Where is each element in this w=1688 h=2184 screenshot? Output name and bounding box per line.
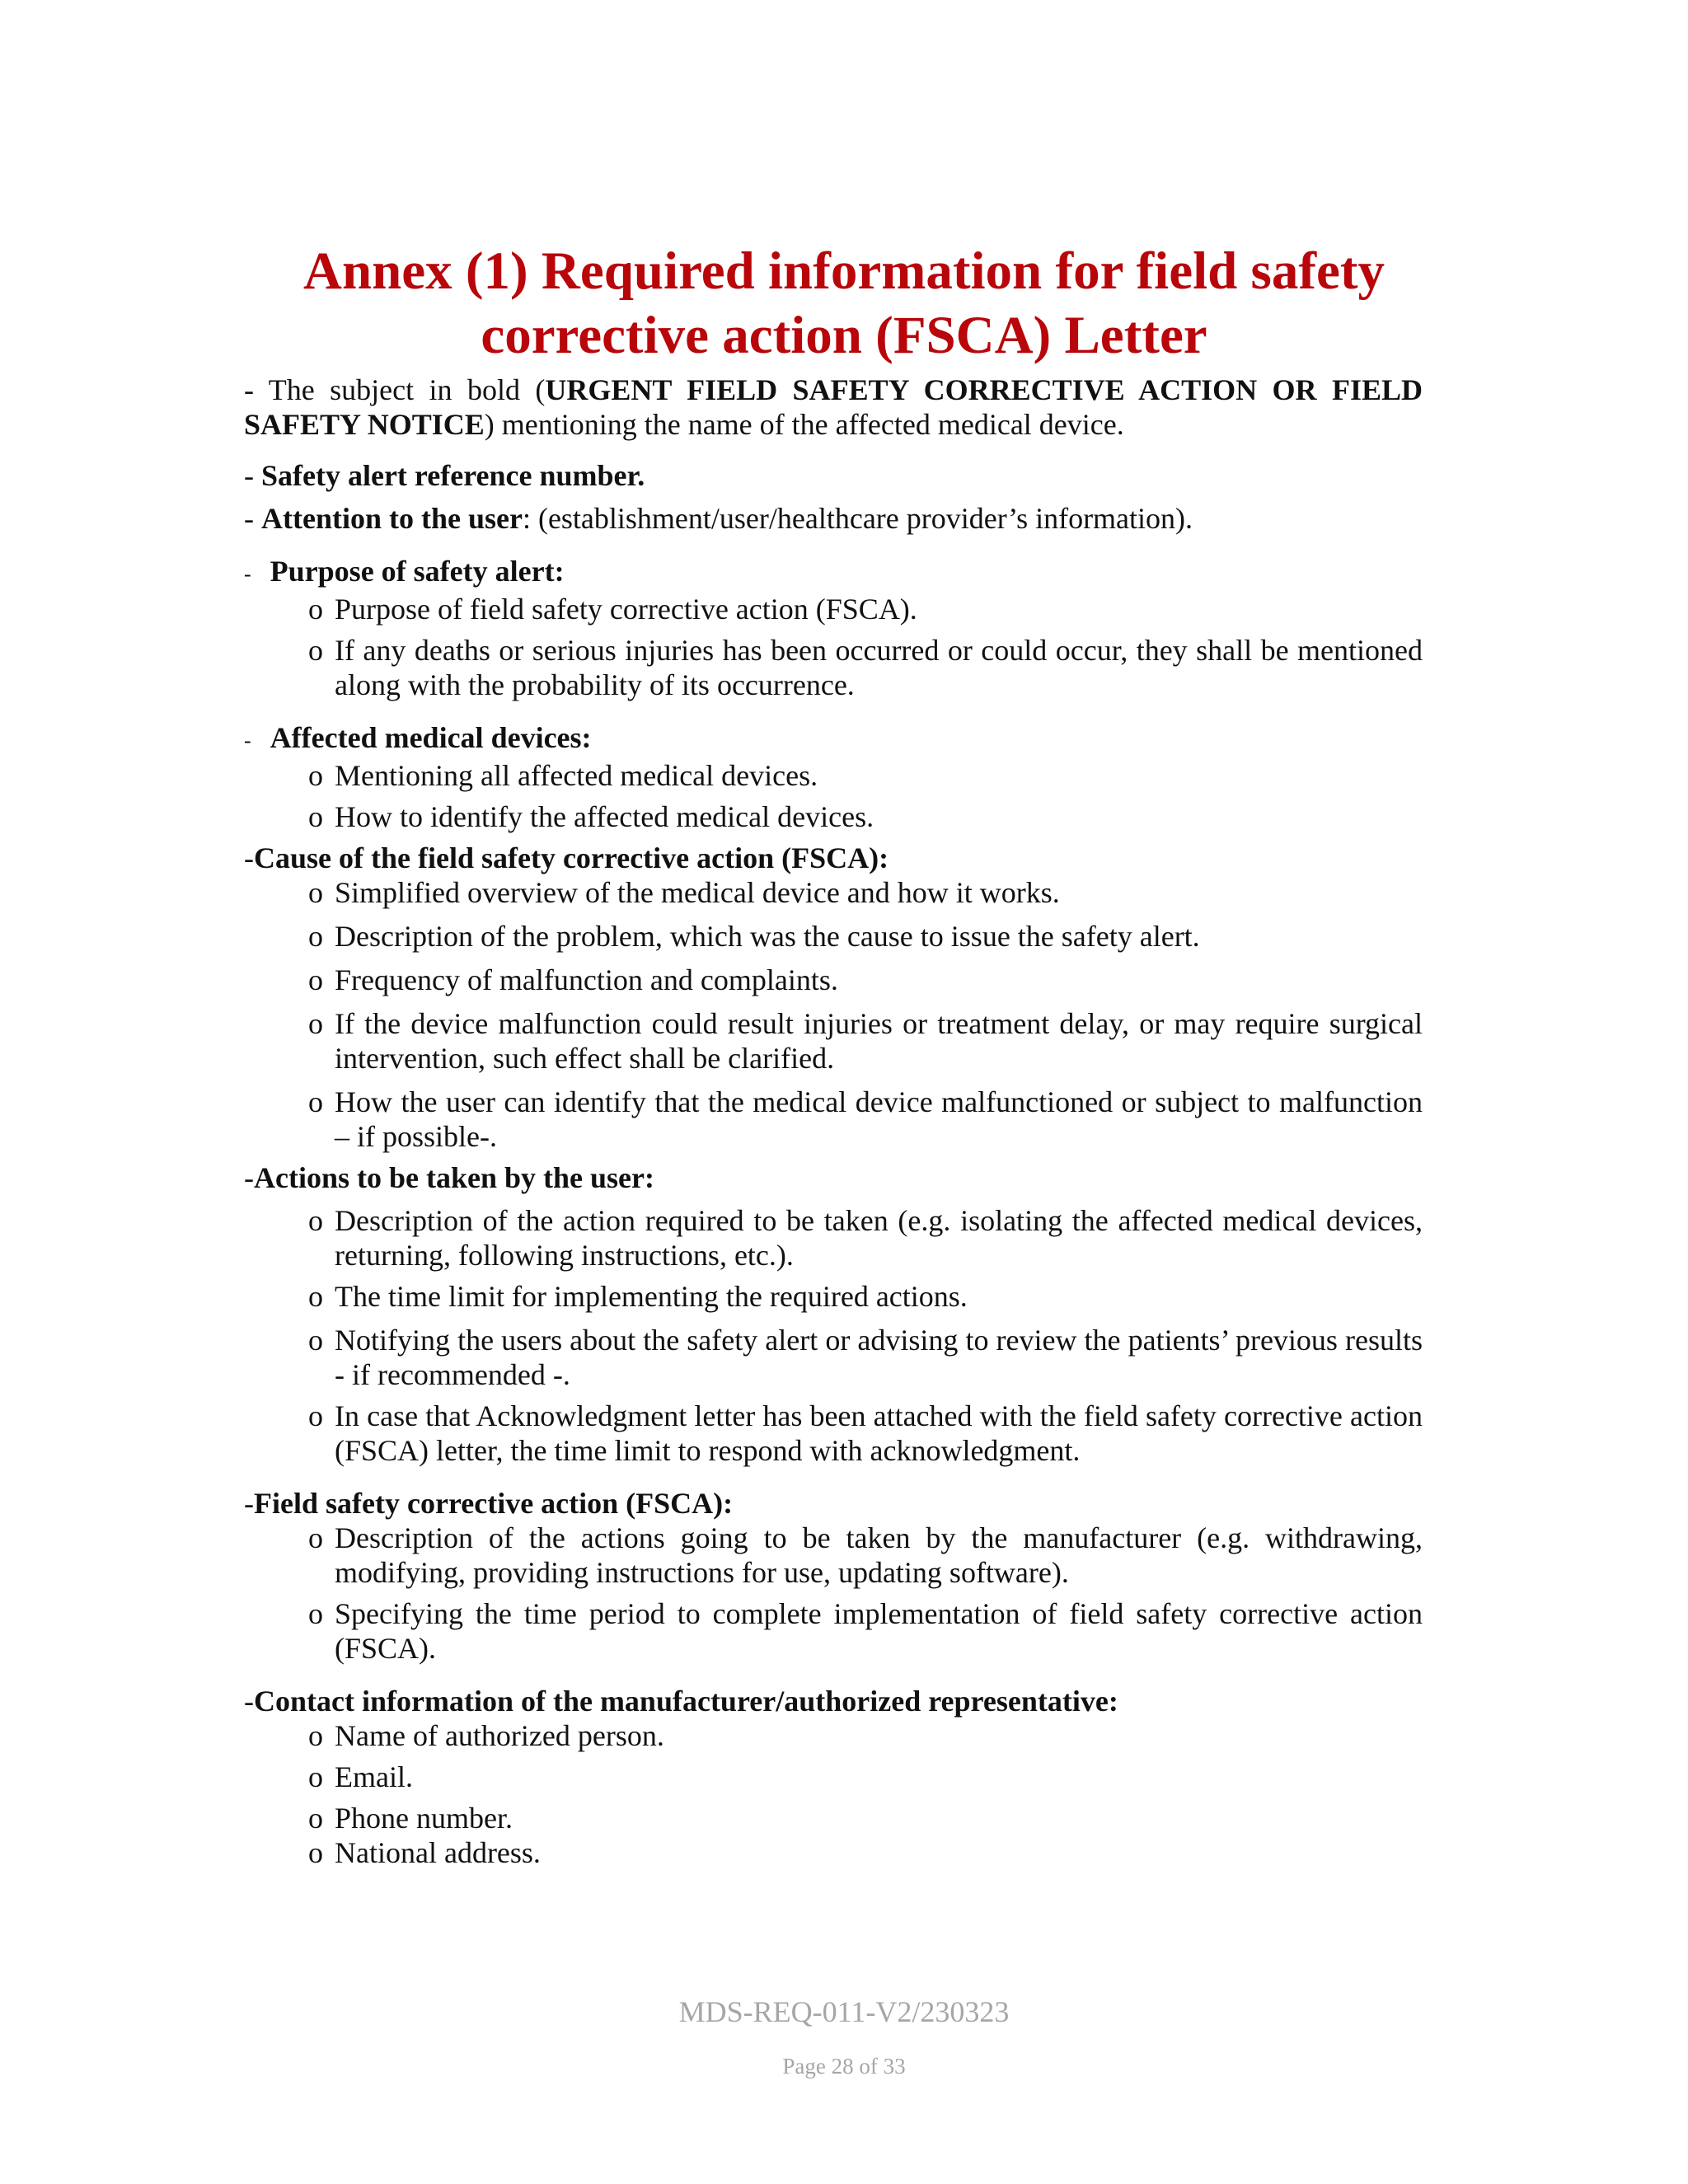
section-affected bbox=[244, 720, 1423, 834]
list-item: o Simplified overview of the medical device and how it works. bbox=[308, 876, 1060, 909]
list-dash: - bbox=[244, 841, 254, 874]
list-item: o Name of authorized person. bbox=[308, 1719, 664, 1752]
list-item: o If the device malfunction could result injuries or treatment delay, or may require surgical intervention, such effect shall be clarified. bbox=[308, 1007, 1423, 1075]
list-item: o Purpose of field safety corrective action (FSCA). bbox=[308, 593, 917, 626]
bullet-icon: o bbox=[308, 1007, 323, 1040]
attention-text: : (establishment/user/healthcare provider’s information). bbox=[522, 502, 1193, 535]
list-item: o Frequency of malfunction and complaints. bbox=[308, 963, 838, 996]
intro-bold-subject: URGENT FIELD SAFETY CORRECTIVE ACTION OR FIELD SAFETY NOTICE bbox=[244, 373, 1423, 441]
list-item: o Mentioning all affected medical devices. bbox=[308, 759, 818, 792]
list-dash: - bbox=[244, 459, 254, 492]
bullet-icon: o bbox=[308, 1597, 323, 1630]
list-item: o National address. bbox=[308, 1836, 541, 1869]
list-dash: - bbox=[244, 562, 251, 586]
intro-prefix: The subject in bold ( bbox=[268, 373, 546, 406]
bullet-icon: o bbox=[308, 800, 323, 833]
bullet-icon: o bbox=[308, 876, 323, 909]
list-item: o Specifying the time period to complete implementation of field safety corrective action (FSCA). bbox=[308, 1597, 1423, 1665]
bullet-icon: o bbox=[308, 1280, 323, 1313]
bullet-icon: o bbox=[308, 759, 323, 792]
bullet-icon: o bbox=[308, 1521, 323, 1554]
bullet-icon: o bbox=[308, 920, 323, 953]
section-cause bbox=[244, 841, 1423, 1154]
bullet-icon: o bbox=[308, 1399, 323, 1432]
section-heading: Cause of the field safety corrective action (FSCA): bbox=[254, 841, 889, 874]
reference-item bbox=[244, 458, 1423, 493]
bullet-icon: o bbox=[308, 1085, 323, 1118]
section-fsca bbox=[244, 1486, 1423, 1666]
bullet-icon: o bbox=[308, 1802, 323, 1835]
list-item: o If any deaths or serious injuries has been occurred or could occur, they shall be mentioned along with the probability of its occurrence. bbox=[308, 634, 1423, 701]
section-heading: Contact information of the manufacturer/authorized representative: bbox=[254, 1685, 1118, 1718]
bullet-icon: o bbox=[308, 1204, 323, 1237]
list-item: o How the user can identify that the medical device malfunctioned or subject to malfunction – if possible-. bbox=[308, 1085, 1423, 1153]
list-item: o Notifying the users about the safety alert or advising to review the patients’ previous results - if recommended -. bbox=[308, 1324, 1423, 1391]
list-item: o Description of the action required to be taken (e.g. isolating the affected medical devices, returning, following instructions, etc.). bbox=[308, 1204, 1423, 1272]
page-title bbox=[247, 239, 1441, 368]
list-item: o In case that Acknowledgment letter has been attached with the field safety corrective action (FSCA) letter, the time limit to respond with acknowledgment. bbox=[308, 1399, 1423, 1467]
intro-suffix: ) mentioning the name of the affected medical device. bbox=[484, 408, 1124, 441]
list-item: o Description of the actions going to be taken by the manufacturer (e.g. withdrawing, modifying, providing instructions for use, updating software). bbox=[308, 1521, 1423, 1589]
section-purpose bbox=[244, 554, 1423, 702]
list-dash: - bbox=[244, 1685, 254, 1718]
attention-item bbox=[244, 501, 1423, 536]
list-item: o The time limit for implementing the required actions. bbox=[308, 1280, 968, 1313]
section-heading: Purpose of safety alert: bbox=[270, 555, 565, 588]
list-item: o How to identify the affected medical devices. bbox=[308, 800, 874, 833]
bullet-icon: o bbox=[308, 1324, 323, 1357]
reference-heading: Safety alert reference number. bbox=[261, 459, 645, 492]
intro-item bbox=[244, 373, 1423, 442]
bullet-icon: o bbox=[308, 593, 323, 626]
bullet-icon: o bbox=[308, 1760, 323, 1793]
document-code: MDS-REQ-011-V2/230323 bbox=[678, 1995, 1010, 2028]
attention-heading: Attention to the user bbox=[261, 502, 523, 535]
bullet-icon: o bbox=[308, 963, 323, 996]
section-actions bbox=[244, 1160, 1423, 1468]
list-item: o Description of the problem, which was the cause to issue the safety alert. bbox=[308, 920, 1200, 953]
title-line-1: Annex (1) Required information for field safety bbox=[303, 241, 1385, 301]
section-contact bbox=[244, 1684, 1423, 1870]
bullet-icon: o bbox=[308, 634, 323, 667]
document-body bbox=[244, 373, 1423, 1870]
bullet-icon: o bbox=[308, 1719, 323, 1752]
section-heading: Affected medical devices: bbox=[270, 721, 592, 754]
bullet-icon: o bbox=[308, 1836, 323, 1869]
section-heading: Field safety corrective action (FSCA): bbox=[254, 1487, 734, 1520]
list-dash: - bbox=[244, 502, 254, 535]
title-line-2: corrective action (FSCA) Letter bbox=[481, 306, 1207, 365]
list-dash: - bbox=[244, 373, 254, 406]
section-heading: Actions to be taken by the user: bbox=[254, 1161, 654, 1194]
list-dash: - bbox=[244, 1487, 254, 1520]
list-item: o Phone number. bbox=[308, 1802, 513, 1835]
list-dash: - bbox=[244, 729, 251, 752]
page-number: Page 28 of 33 bbox=[782, 2054, 906, 2079]
list-dash: - bbox=[244, 1161, 254, 1194]
list-item: o Email. bbox=[308, 1760, 413, 1793]
